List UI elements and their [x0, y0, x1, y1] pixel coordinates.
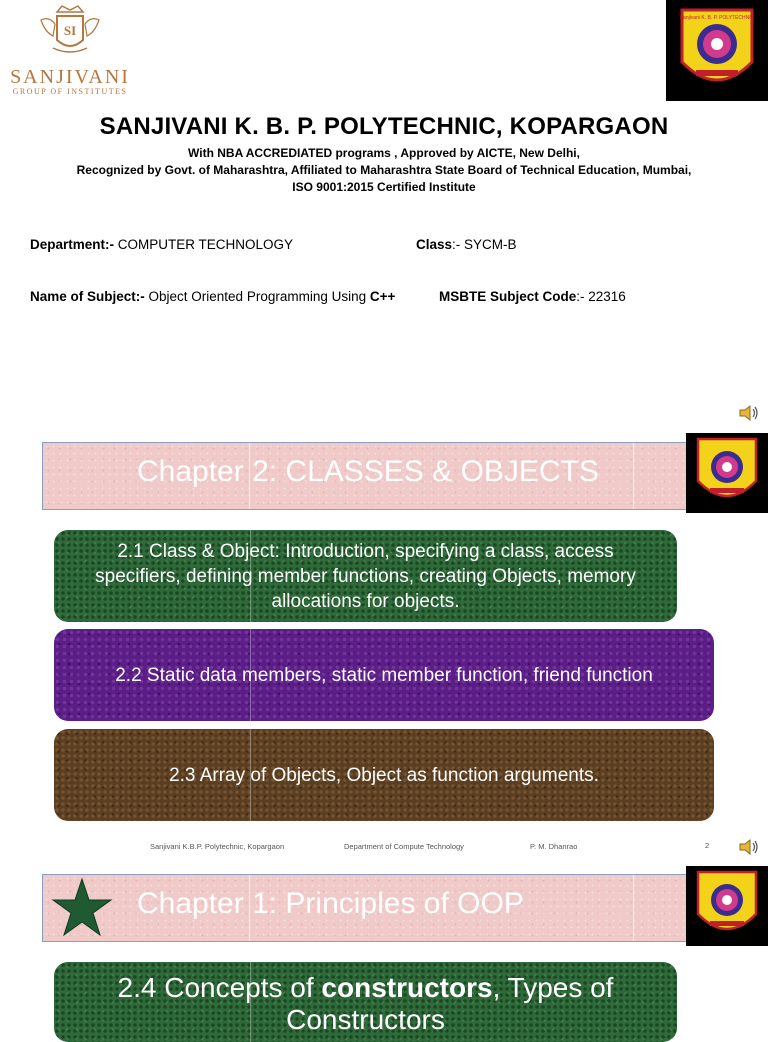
- footer-page-number: 2: [705, 841, 710, 850]
- subject-code-field: [439, 289, 626, 304]
- institute-line-1: With NBA ACCREDIATED programs , Approved by AICTE, New Delhi,: [188, 146, 580, 160]
- topic-2-4-bold: constructors: [321, 972, 493, 1003]
- polytechnic-emblem-icon: [686, 866, 768, 946]
- department-field: [30, 237, 293, 252]
- institute-line-2: Recognized by Govt. of Maharashtra, Affiliated to Maharashtra State Board of Technical Education, Mumbai,: [76, 163, 692, 177]
- logo-subtitle-text: GROUP OF INSTITUTES: [12, 87, 128, 96]
- topic-card-2-2: [54, 629, 714, 721]
- polytechnic-emblem-icon: [686, 433, 768, 513]
- class-value: :- SYCM-B: [452, 237, 517, 252]
- department-label: Department:-: [30, 237, 115, 252]
- crest-icon: [35, 2, 105, 62]
- footer-institute: Sanjivani K.B.P. Polytechnic, Kopargaon: [150, 842, 285, 851]
- topic-2-2-text: 2.2 Static data members, static member function, friend function: [115, 664, 653, 686]
- class-label: Class: [416, 237, 453, 252]
- chapter-2-banner: [42, 442, 688, 510]
- subject-code-value: :- 22316: [576, 289, 626, 304]
- class-field: [416, 237, 517, 252]
- topic-2-4-text: [118, 962, 614, 1036]
- institute-title: SANJIVANI K. B. P. POLYTECHNIC, KOPARGAON: [99, 113, 669, 140]
- topic-2-3-text: 2.3 Array of Objects, Object as function arguments.: [169, 764, 599, 786]
- chapter-1-banner: [42, 874, 688, 942]
- chapter-2-title: Chapter 2: CLASSES & OBJECTS: [137, 455, 599, 488]
- chapter-1-title: Chapter 1: Principles of OOP: [137, 887, 524, 920]
- polytechnic-logo-box: [666, 0, 768, 101]
- svg-text:Sanjivani K. B. P. POLYTECHNIC: Sanjivani K. B. P. POLYTECHNIC: [679, 15, 755, 21]
- subject-suffix: C++: [369, 289, 396, 304]
- footer-department: Department of Compute Technology: [344, 842, 464, 851]
- topic-2-4-line2: Constructors: [286, 1004, 445, 1035]
- topic-card-2-4: [54, 962, 677, 1042]
- sanjivani-group-logo: [10, 0, 130, 100]
- institute-line-3: ISO 9001:2015 Certified Institute: [292, 180, 476, 194]
- slide2-logo-box: [686, 433, 768, 513]
- topic-2-4-suffix: , Types of: [492, 972, 614, 1003]
- svg-text:SI: SI: [63, 23, 77, 38]
- topic-card-2-3: [54, 729, 714, 821]
- logo-brand-text: SANJIVANI: [10, 66, 130, 88]
- topic-2-1-text: 2.1 Class & Object: Introduction, specifying a class, access specifiers, defining member functions, creating Objects, memory allocations for objects.: [95, 540, 636, 612]
- topic-2-4-prefix: 2.4 Concepts of: [117, 972, 322, 1003]
- department-value: COMPUTER TECHNOLOGY: [114, 237, 294, 252]
- star-icon: [51, 877, 113, 939]
- topic-card-2-1: [54, 530, 677, 622]
- speaker-icon[interactable]: [738, 838, 760, 856]
- subject-label: Name of Subject:-: [30, 289, 145, 304]
- speaker-icon[interactable]: [738, 404, 760, 422]
- footer-author: P. M. Dhanrao: [530, 842, 578, 851]
- subject-field: [30, 289, 395, 304]
- subject-value: Object Oriented Programming Using: [144, 289, 370, 304]
- polytechnic-emblem-icon: [666, 0, 768, 101]
- subject-code-label: MSBTE Subject Code: [439, 289, 577, 304]
- slide3-logo-box: [686, 866, 768, 946]
